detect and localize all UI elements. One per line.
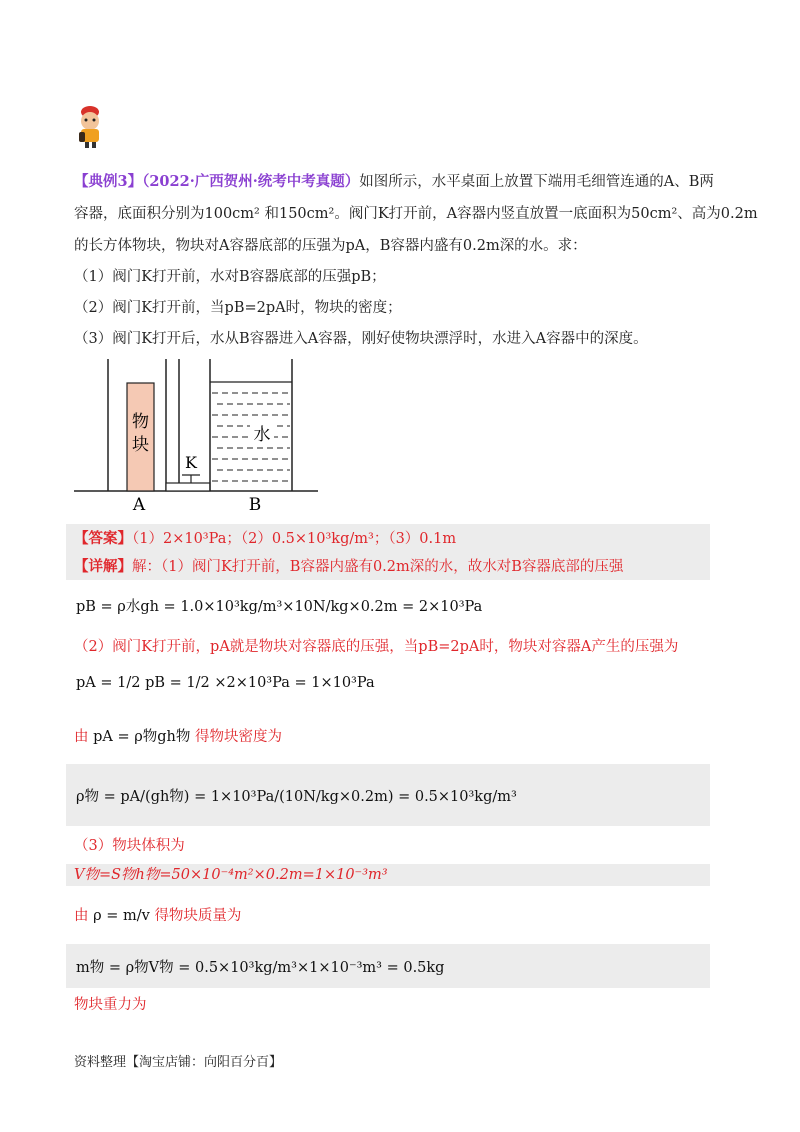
solution-text-5-post: 得物块质量为 — [154, 908, 242, 924]
solution-line-4: （3）物块体积为 — [74, 838, 185, 854]
solution-line-5 — [74, 906, 241, 926]
intro-line-3: 的长方体物块，物块对A容器底部的压强为pA，B容器内盛有0.2m深的水。求： — [74, 238, 587, 254]
answer-text: （1）2×10³Pa；（2）0.5×10³kg/m³；（3）0.1m — [132, 531, 457, 547]
solution-line-3 — [74, 727, 282, 747]
solution-line-6: 物块重力为 — [74, 997, 147, 1013]
example-tag: 【典例3】 — [74, 173, 143, 190]
equation-1: pB = ρ水gh = 1.0×10³kg/m³×10N/kg×0.2m = 2×10³Pa — [76, 599, 483, 615]
solution-inline-eq-5: ρ = m/v — [93, 908, 150, 924]
block-label-1: 物 — [132, 412, 149, 432]
water-label: 水 — [253, 425, 271, 445]
question-2: （2）阀门K打开前，当pB=2pA时，物块的密度； — [74, 300, 402, 316]
example-source: （2022·广西贺州·统考中考真题） — [142, 173, 360, 190]
equation-3: ρ物 = pA/(gh物) = 1×10³Pa/(10N/kg×0.2m) = 0.5×10³kg/m³ — [76, 789, 517, 805]
solution-line-2: （2）阀门K打开前，pA就是物块对容器底的压强，当pB=2pA时，物块对容器A产生的压强为 — [74, 639, 679, 655]
solution-text-1: 解：（1）阀门K打开前，B容器内盛有0.2m深的水，故水对B容器底部的压强 — [132, 559, 624, 575]
mascot-icon — [70, 104, 110, 150]
solution-line-1 — [74, 557, 623, 577]
solution-text-3-post: 得物块密度为 — [195, 729, 282, 745]
solution-text-3-pre: 由 — [74, 729, 89, 745]
footer-text: 资料整理【淘宝店铺：向阳百分百】 — [74, 1055, 283, 1070]
solution-label: 【详解】 — [74, 558, 132, 575]
equation-4: V物=S物h物=50×10⁻⁴m²×0.2m=1×10⁻³m³ — [74, 867, 388, 883]
intro-line-1 — [74, 172, 714, 192]
question-3: （3）阀门K打开后，水从B容器进入A容器，刚好使物块漂浮时，水进入A容器中的深度。 — [74, 331, 648, 347]
equation-5: m物 = ρ物V物 = 0.5×10³kg/m³×1×10⁻³m³ = 0.5kg — [76, 960, 445, 976]
answer-label: 【答案】 — [74, 530, 132, 547]
label-b: B — [248, 495, 262, 515]
answer-line — [74, 529, 456, 549]
valve-label: K — [185, 453, 197, 472]
equation-2: pA = 1/2 pB = 1/2 ×2×10³Pa = 1×10³Pa — [76, 675, 375, 691]
block-label-2: 块 — [132, 435, 149, 455]
solution-text-5-pre: 由 — [74, 908, 89, 924]
label-a: A — [132, 495, 146, 515]
container-diagram — [72, 353, 322, 515]
intro-line-2: 容器，底面积分别为100cm² 和150cm²。阀门K打开前，A容器内竖直放置一底面积为50cm²、高为0.2m — [74, 206, 758, 222]
pipe — [166, 483, 210, 491]
question-1: （1）阀门K打开前，水对B容器底部的压强pB； — [74, 269, 386, 285]
solution-inline-eq-3: pA = ρ物gh物 — [93, 729, 191, 745]
intro-text-1: 如图所示，水平桌面上放置下端用毛细管连通的A、B两 — [359, 174, 714, 190]
